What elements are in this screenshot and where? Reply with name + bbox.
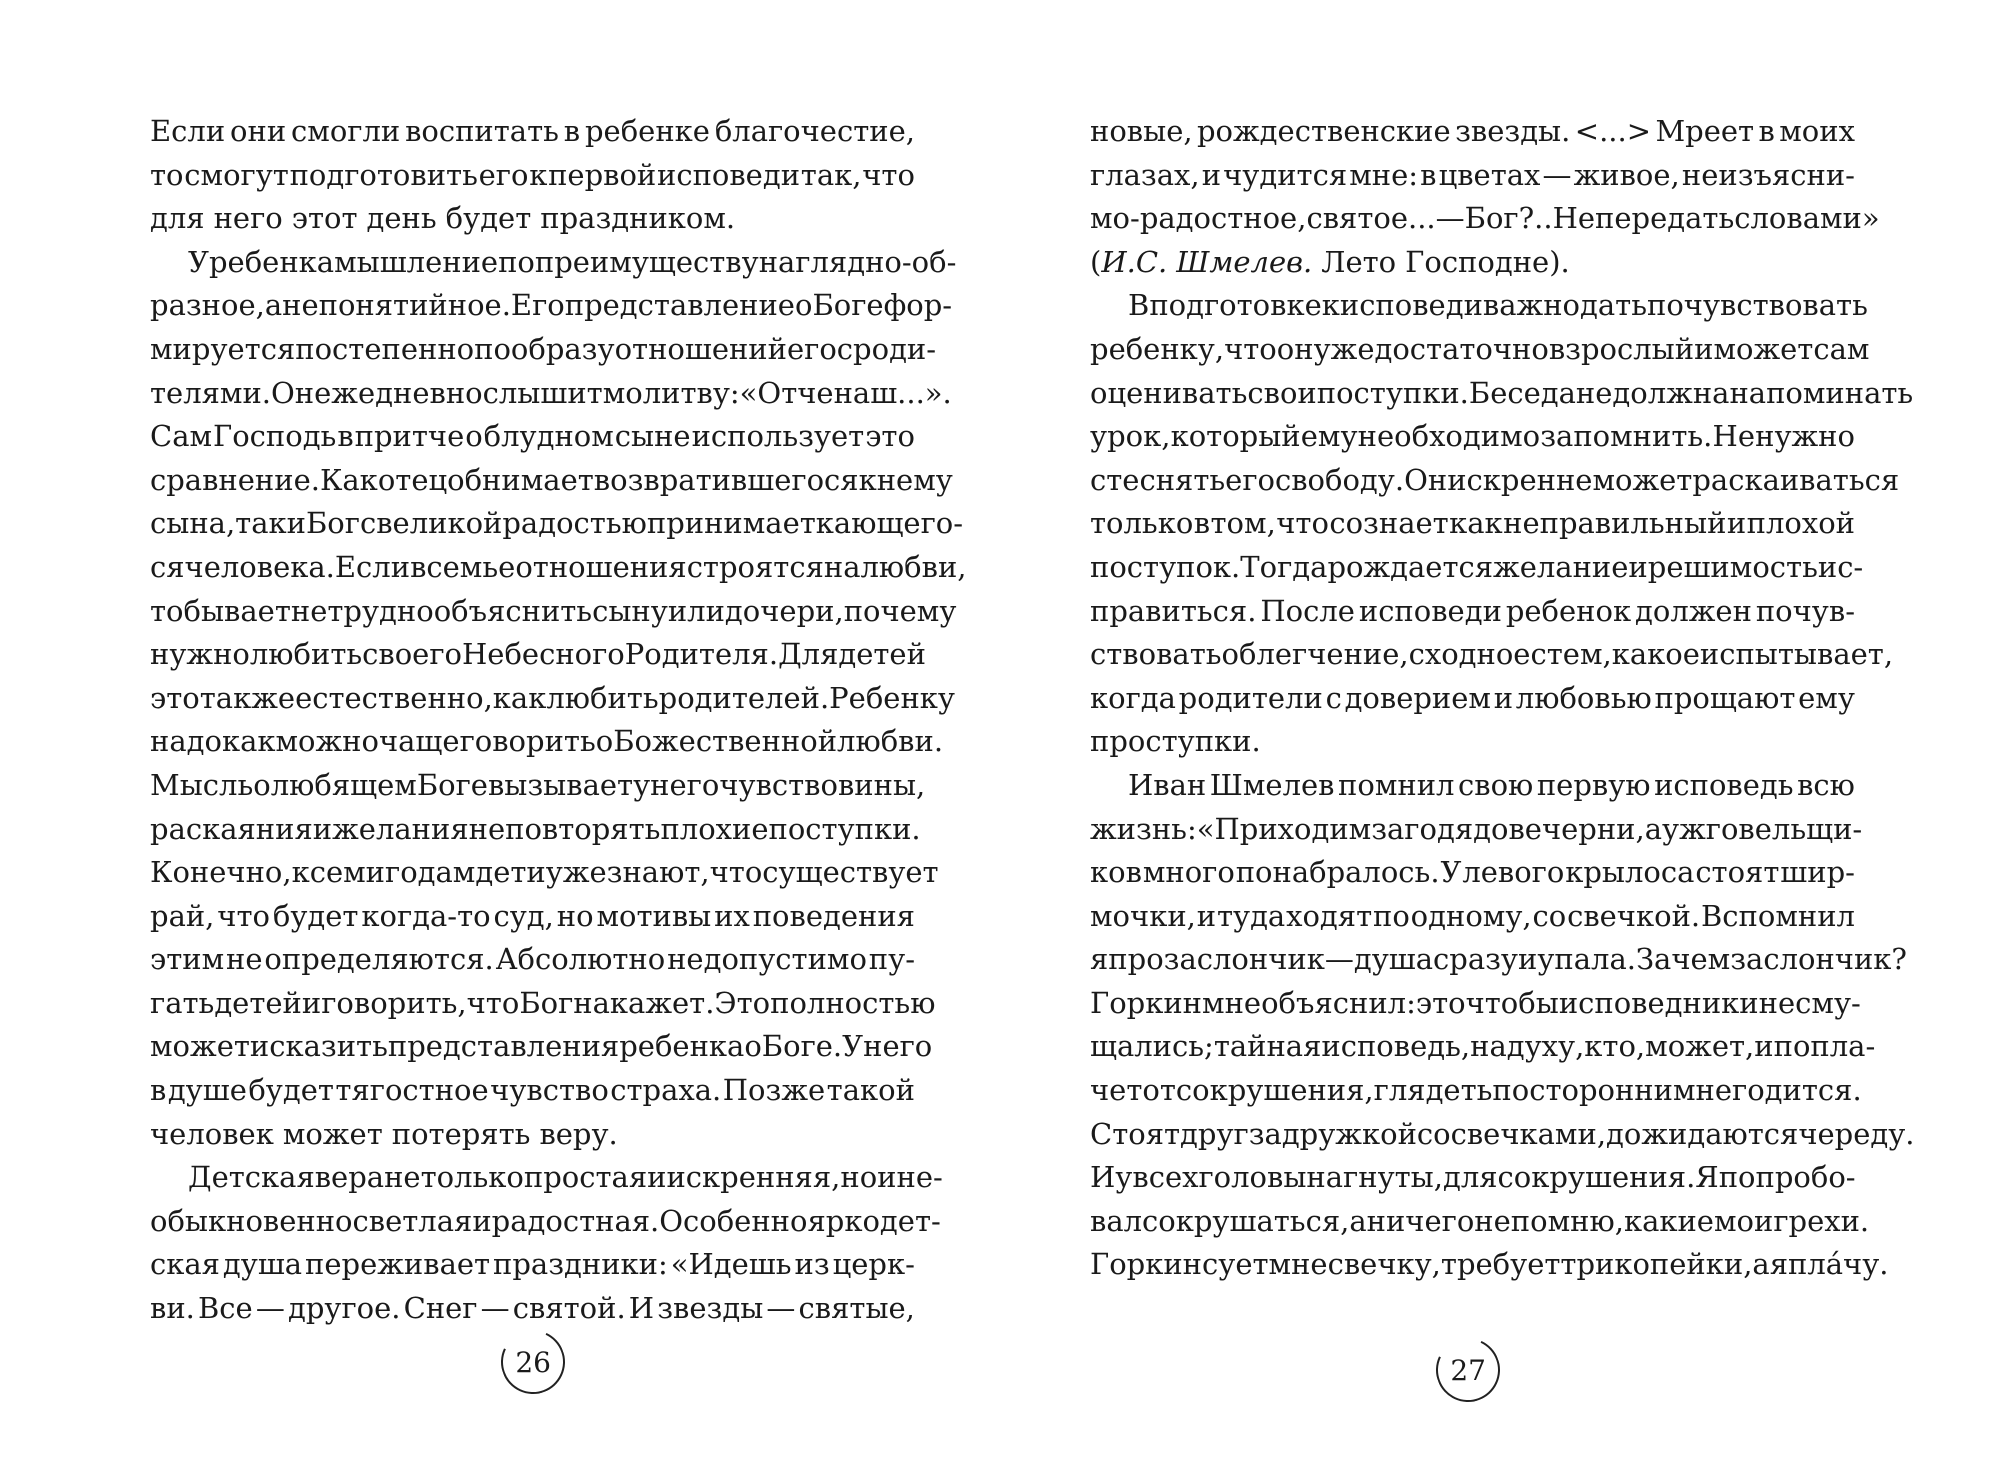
text-line: вал сокрушаться, а ничего не помню, какие мои грехи. <box>1090 1203 1870 1238</box>
text-line: разное, а не понятийное. Его представление о Боге фор- <box>150 288 953 323</box>
text-line: ская душа переживает праздники: «Идешь из церк- <box>150 1247 915 1282</box>
text-line: надо как можно чаще говорить о Божественной любви. <box>150 724 944 759</box>
text-line: мочки, и туда ходят по одному, со свечкой. Вспомнил <box>1090 898 1855 933</box>
text-line: Горкин мне объяснил: это чтобы исповедники не сму- <box>1090 985 1861 1020</box>
text-line: только в том, что сознает как неправильный и плохой <box>1090 506 1855 541</box>
text-line: ся человека. Если в семье отношения строятся на любви, <box>150 549 967 584</box>
text-line: это так же естественно, как любить родителей. Ребенку <box>150 680 955 715</box>
text-line: я про заслончик — душа сразу и упала. Зачем заслончик? <box>1090 942 1907 977</box>
text-line: мо-радостное, святое... — Бог?.. Не передать словами» <box>1090 201 1880 236</box>
text-line: У ребенка мышление по преимуществу наглядно-об- <box>188 244 957 279</box>
text-line: в душе будет тягостное чувство страха. Позже такой <box>150 1073 915 1108</box>
page-number-left-text: 26 <box>515 1345 552 1379</box>
text-line: Конечно, к семи годам дети уже знают, что существует <box>150 855 939 890</box>
text-line: новые, рождественские звезды. <...> Мреет в моих <box>1090 114 1855 148</box>
text-line: правиться. После исповеди ребенок должен почув- <box>1090 593 1855 628</box>
text-line: глазах, и чудится мне: в цветах — живое, неизъясни- <box>1090 157 1855 192</box>
text-line: нужно любить своего Небесного Родителя. Для детей <box>150 637 926 672</box>
text-line: человек может потерять веру. <box>150 1116 618 1151</box>
text-line: чет от сокрушения, глядеть посторонним не годится. <box>1090 1073 1862 1108</box>
text-line: И у всех головы нагнуты, для сокрушения. Я попробо- <box>1090 1160 1856 1195</box>
text-line: этим не определяются. Абсолютно недопустимо пу- <box>150 942 915 977</box>
text-line: сына, так и Бог с великой радостью принимает кающего- <box>150 506 964 541</box>
text-line: может исказить представления ребенка о Боге. У него <box>150 1029 933 1064</box>
text-line: то бывает нетрудно объяснить сыну или дочери, почему <box>150 593 957 628</box>
text-line: оценивать свои поступки. Беседа не должна напоминать <box>1090 375 1914 410</box>
text-line: то смогут подготовить его к первой исповеди так, что <box>150 157 915 192</box>
text-line: мируется постепенно по образу отношений его с роди- <box>150 331 937 366</box>
text-line: Мысль о любящем Боге вызывает у него чувство вины, <box>150 767 926 802</box>
text-line: Детская вера не только простая и искренняя, но и не- <box>188 1160 943 1195</box>
text-line: стеснять его свободу. Он искренне может раскаиваться <box>1090 462 1900 497</box>
text-line: рай, что будет когда-то суд, но мотивы их поведения <box>150 898 915 933</box>
text-line: (И.С. Шмелев. Лето Господне). <box>1090 244 1570 279</box>
text-line: Горкин сует мне свечку, требует три копейки, а я плáчу. <box>1090 1247 1889 1282</box>
text-line: ви. Все — другое. Снег — святой. И звезды — святые, <box>150 1291 915 1326</box>
text-line: ребенку, что он уже достаточно взрослый и может сам <box>1090 331 1870 366</box>
text-line: проступки. <box>1090 724 1261 759</box>
left-page <box>150 110 967 1331</box>
text-line: Стоят друг за дружкой со свечками, дожидаются череду. <box>1090 1116 1915 1151</box>
text-line: сравнение. Как отец обнимает возвратившегося к нему <box>150 462 953 497</box>
text-line: В подготовке к исповеди важно дать почувствовать <box>1128 288 1868 323</box>
text-line: урок, который ему необходимо запомнить. Не нужно <box>1090 419 1855 454</box>
text-line: для него этот день будет праздником. <box>150 201 736 236</box>
text-line: Если они смогли воспитать в ребенке благочестие, <box>150 114 915 148</box>
text-line: телями. Он ежедневно слышит молитву: «Отче наш...». <box>150 375 952 410</box>
page-number-right <box>1427 1329 1509 1411</box>
text-line: когда родители с доверием и любовью прощают ему <box>1090 680 1855 715</box>
text-line: раскаяния и желания не повторять плохие поступки. <box>150 811 921 846</box>
text-line: Сам Господь в притче о блудном сыне использует это <box>150 419 915 454</box>
text-line: обыкновенно светлая и радостная. Особенно ярко дет- <box>150 1203 941 1238</box>
text-line: ствовать облегчение, сходное с тем, какое испытывает, <box>1090 637 1894 672</box>
page-number-right-text: 27 <box>1450 1353 1487 1387</box>
text-line: щались; тайная исповедь, на духу, кто, может, и попла- <box>1090 1029 1876 1064</box>
text-line: ков много понабралось. У левого крылоса стоят шир- <box>1090 855 1855 890</box>
text-line: жизнь: «Приходим загодя до вечерни, а уж говельщи- <box>1090 811 1863 846</box>
text-line: поступок. Тогда рождается желание и решимость ис- <box>1090 549 1864 584</box>
text-line: гать детей и говорить, что Бог накажет. Это полностью <box>150 985 936 1020</box>
text-line: Иван Шмелев помнил свою первую исповедь всю <box>1128 767 1855 802</box>
right-page <box>1090 110 1915 1287</box>
page-number-left <box>492 1321 574 1403</box>
